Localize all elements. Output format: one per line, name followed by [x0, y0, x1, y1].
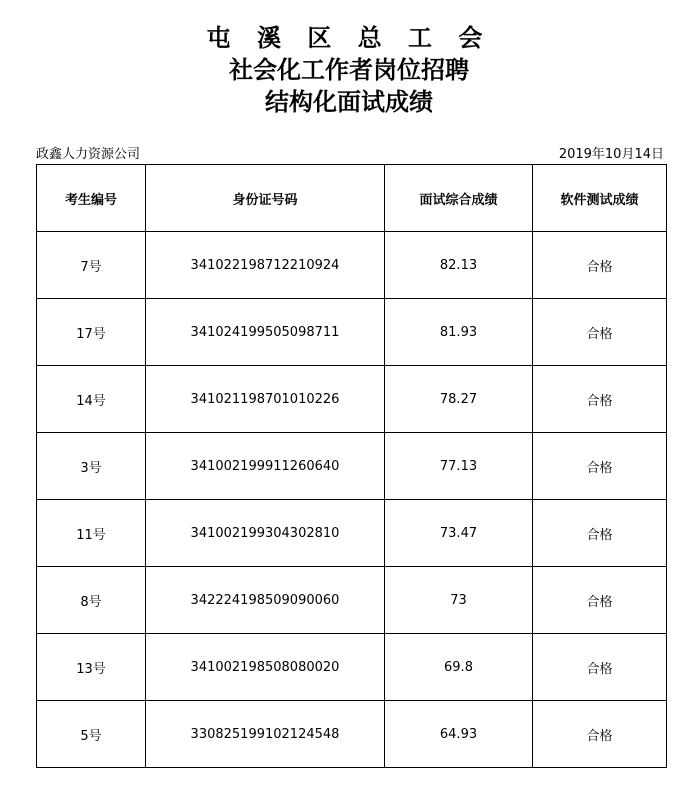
- table-row: [37, 701, 667, 768]
- cell-candidate-number: 5号: [37, 701, 146, 768]
- cell-candidate-number: 3号: [37, 433, 146, 500]
- cell-interview-score: 73.47: [385, 500, 533, 567]
- document-title: [0, 22, 698, 118]
- cell-id-number: 341002199304302810: [146, 500, 385, 567]
- cell-interview-score: 64.93: [385, 701, 533, 768]
- header-interview-score: 面试综合成绩: [385, 165, 533, 232]
- cell-candidate-number: 7号: [37, 232, 146, 299]
- results-table: [36, 164, 667, 768]
- document-date: 2019年10月14日: [558, 147, 664, 162]
- table-row: [37, 433, 667, 500]
- cell-software-test: 合格: [533, 299, 667, 366]
- table-row: [37, 634, 667, 701]
- cell-interview-score: 73: [385, 567, 533, 634]
- cell-software-test: 合格: [533, 433, 667, 500]
- cell-id-number: 342224198509090060: [146, 567, 385, 634]
- cell-software-test: 合格: [533, 567, 667, 634]
- cell-software-test: 合格: [533, 500, 667, 567]
- cell-interview-score: 82.13: [385, 232, 533, 299]
- table-header-row: [37, 165, 667, 232]
- meta-row: [36, 146, 664, 164]
- table-row: [37, 232, 667, 299]
- cell-interview-score: 69.8: [385, 634, 533, 701]
- cell-id-number: 341022198712210924: [146, 232, 385, 299]
- cell-candidate-number: 13号: [37, 634, 146, 701]
- cell-id-number: 341021198701010226: [146, 366, 385, 433]
- cell-id-number: 330825199102124548: [146, 701, 385, 768]
- cell-id-number: 341002198508080020: [146, 634, 385, 701]
- cell-software-test: 合格: [533, 232, 667, 299]
- table-row: [37, 500, 667, 567]
- cell-id-number: 341002199911260640: [146, 433, 385, 500]
- table-row: [37, 366, 667, 433]
- cell-interview-score: 77.13: [385, 433, 533, 500]
- cell-candidate-number: 17号: [37, 299, 146, 366]
- company-name: 政鑫人力资源公司: [36, 147, 141, 162]
- cell-software-test: 合格: [533, 701, 667, 768]
- cell-id-number: 341024199505098711: [146, 299, 385, 366]
- title-line-organization: 屯 溪 区 总 工 会: [206, 23, 492, 52]
- cell-interview-score: 78.27: [385, 366, 533, 433]
- table-row: [37, 299, 667, 366]
- header-candidate-number: 考生编号: [37, 165, 146, 232]
- cell-candidate-number: 14号: [37, 366, 146, 433]
- cell-software-test: 合格: [533, 366, 667, 433]
- title-line-results: 结构化面试成绩: [265, 87, 433, 116]
- header-id-number: 身份证号码: [146, 165, 385, 232]
- title-line-recruitment: 社会化工作者岗位招聘: [229, 55, 469, 84]
- table-row: [37, 567, 667, 634]
- cell-candidate-number: 11号: [37, 500, 146, 567]
- cell-software-test: 合格: [533, 634, 667, 701]
- cell-candidate-number: 8号: [37, 567, 146, 634]
- cell-interview-score: 81.93: [385, 299, 533, 366]
- header-software-test: 软件测试成绩: [533, 165, 667, 232]
